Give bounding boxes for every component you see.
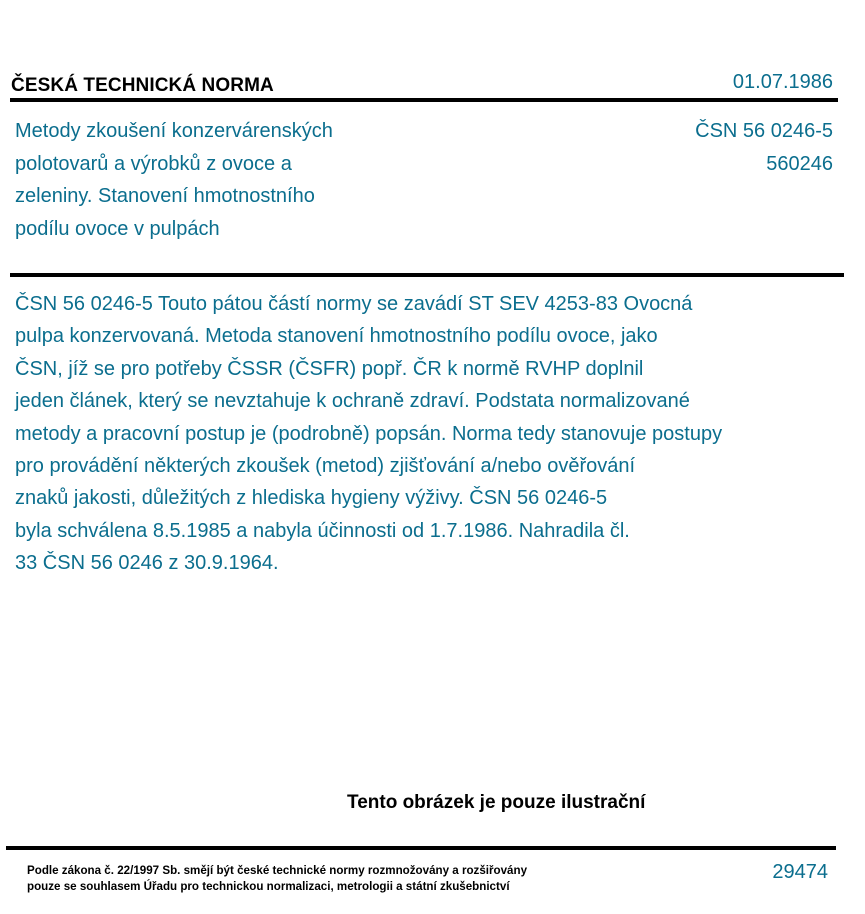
header-divider [10,98,838,102]
body-line: 33 ČSN 56 0246 z 30.9.1964. [15,552,279,575]
class-number: 560246 [766,152,833,175]
header-title: ČESKÁ TECHNICKÁ NORMA [11,75,274,96]
document-codes [695,115,833,180]
document-body [15,288,722,580]
header-date: 01.07.1986 [732,71,833,93]
legal-line: pouze se souhlasem Úřadu pro technickou normalizaci, metrologii a státní zkušebnictví [27,879,510,893]
illustrative-notice: Tento obrázek je pouze ilustrační [347,792,646,813]
body-line: ČSN 56 0246-5 Touto pátou částí normy se zavádí ST SEV 4253-83 Ovocná [15,293,693,315]
body-line: jeden článek, který se nevztahuje k ochraně zdraví. Podstata normalizované [15,390,690,413]
title-line: zeleniny. Stanovení hmotnostního [15,185,315,207]
title-line: polotovarů a výrobků z ovoce a [15,152,292,175]
title-line: podílu ovoce v pulpách [15,217,220,240]
body-line: pulpa konzervovaná. Metoda stanovení hmotnostního podílu ovoce, jako [15,325,658,348]
standard-code: ČSN 56 0246-5 [695,120,833,142]
body-line: byla schválena 8.5.1985 a nabyla účinnosti od 1.7.1986. Nahradila čl. [15,519,630,542]
footer-legal-notice [27,863,527,894]
body-line: pro provádění některých zkoušek (metod) zjišťování a/nebo ověřování [15,455,636,478]
catalog-number: 29474 [772,861,828,883]
section-divider [10,273,844,277]
title-line: Metody zkoušení konzervárenských [15,120,333,142]
body-line: ČSN, jíž se pro potřeby ČSSR (ČSFR) popř. ČR k normě RVHP doplnil [15,357,644,380]
footer-divider [6,846,836,850]
legal-line: Podle zákona č. 22/1997 Sb. smějí být české technické normy rozmnožovány a rozšiřovány [27,864,528,877]
body-line: znaků jakosti, důležitých z hlediska hygieny výživy. ČSN 56 0246-5 [15,487,608,510]
document-title [15,115,385,245]
body-line: metody a pracovní postup je (podrobně) popsán. Norma tedy stanovuje postupy [15,422,723,445]
